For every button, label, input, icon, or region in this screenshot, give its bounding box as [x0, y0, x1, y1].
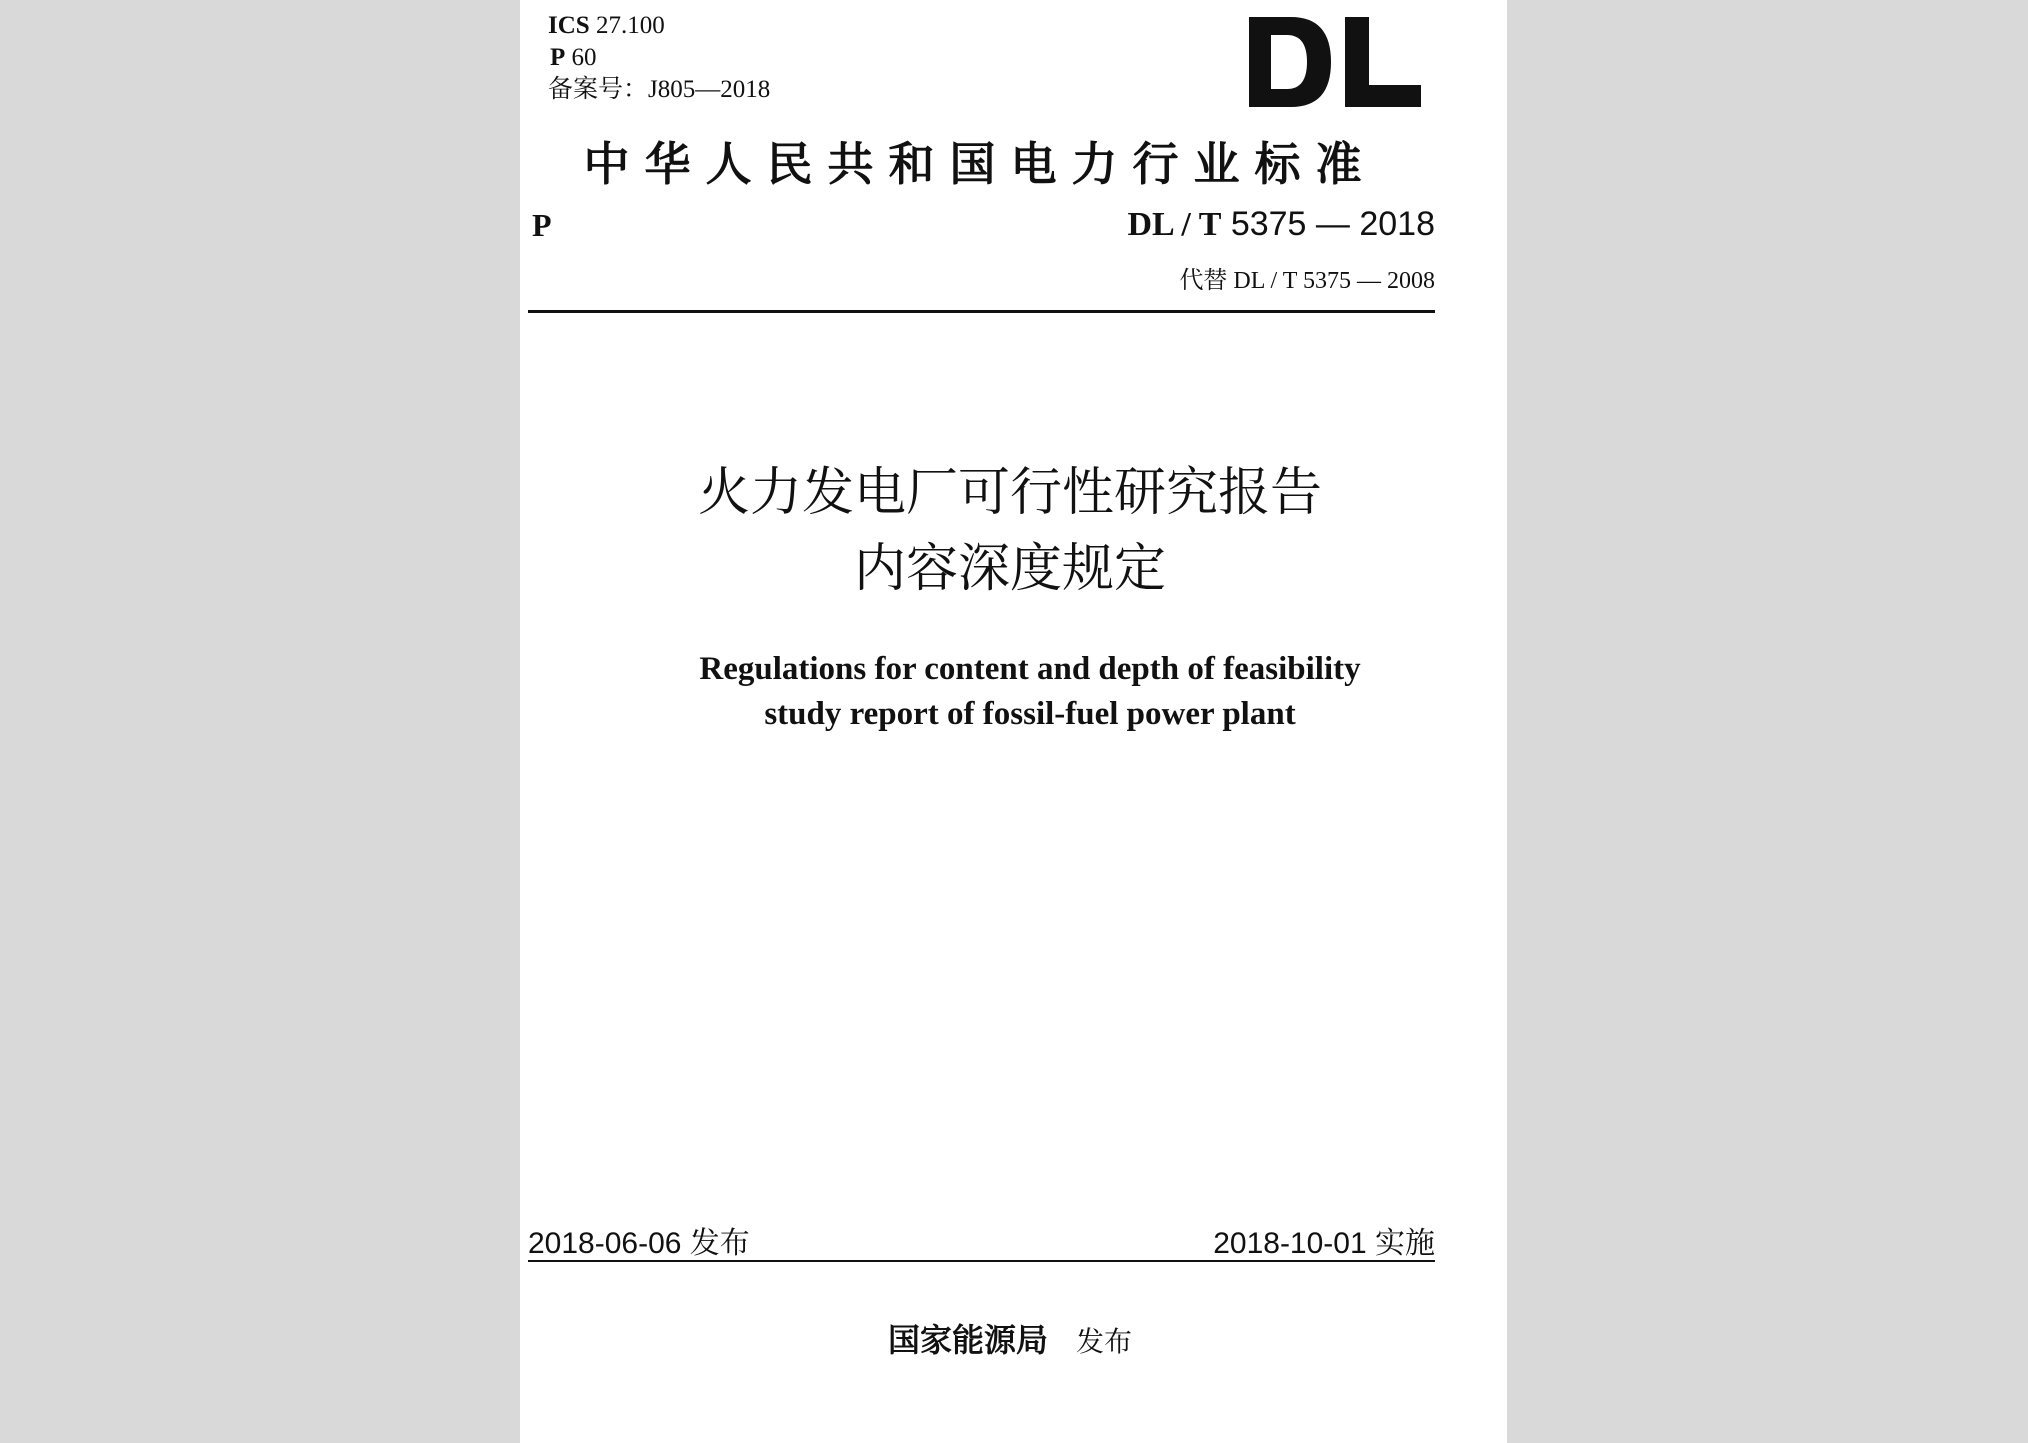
ics-value: 27.100	[595, 12, 665, 39]
class-value: 60	[571, 44, 597, 71]
organization-title: 中华人民共和国电力行业标准	[583, 137, 1377, 191]
category-letter: P	[532, 207, 552, 243]
class-label: P	[550, 44, 566, 71]
effective-date: 2018-10-01 实施	[1213, 1227, 1435, 1260]
chinese-title-line-1: 火力发电厂可行性研究报告	[697, 463, 1322, 523]
ics-line	[548, 10, 770, 42]
record-value: J805—2018	[648, 76, 771, 103]
publisher	[520, 1315, 1500, 1361]
bottom-divider	[528, 1260, 1435, 1262]
publisher-action: 发布	[1076, 1325, 1133, 1358]
english-title-line-1: Regulations for content and depth of feasibility	[699, 651, 1361, 687]
publisher-name: 国家能源局	[887, 1321, 1048, 1359]
top-divider	[528, 310, 1435, 313]
chinese-title-line-2: 内容深度规定	[853, 539, 1166, 599]
ics-label: ICS	[548, 12, 590, 39]
record-label: 备案号：	[548, 76, 649, 103]
classification-block	[548, 10, 770, 106]
record-line	[548, 74, 770, 106]
class-line	[548, 42, 770, 74]
issue-date: 2018-06-06 发布	[528, 1227, 750, 1260]
standard-number	[1128, 205, 1436, 244]
english-title	[520, 647, 1540, 737]
standard-prefix: DL / T	[1127, 206, 1222, 243]
english-title-line-2: study report of fossil-fuel power plant	[764, 696, 1296, 732]
replaces-standard: 代替 DL / T 5375 — 2008	[1179, 268, 1435, 294]
dl-logo	[1245, 15, 1425, 110]
document-cover	[520, 0, 1507, 1443]
standard-number-value: 5375 — 2018	[1230, 205, 1435, 243]
chinese-title	[520, 455, 1500, 607]
